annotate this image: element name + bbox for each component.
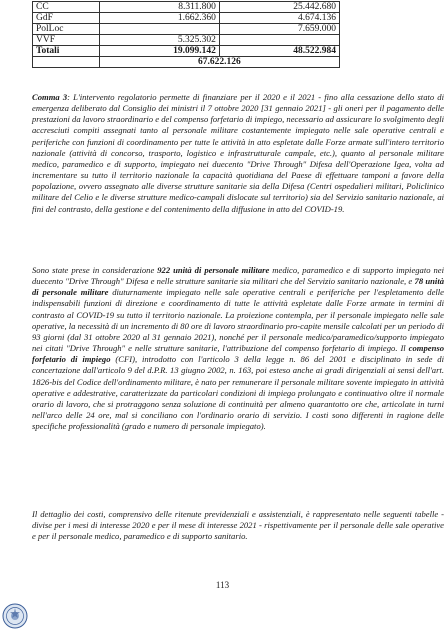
row-label: CC: [33, 2, 100, 13]
comma-label: Comma 3: [32, 92, 68, 102]
grand-total-row: [33, 57, 340, 68]
text-run: medico, paramedico e di supporto impiegato nei duecento "Drive Through" Difesa e nelle strutture sanitarie sia militari che del Servizio sanitario nazionale, e: [32, 265, 444, 287]
grand-total-blank: [33, 57, 100, 68]
comma-text: : L'intervento regolatorio permette di finanziare per il 2020 e il 2021 - fino alla cessazione dello stato di emergenza deliberato dal Consiglio dei ministri il 7 ottobre 2020 [31 gennaio 2021] - gli oneri per il pagamento delle prestazioni da lavoro straordinario e del compenso forfetario di impiego, necessario ad assicurare lo svolgimento degli accresciuti compiti assegnati tanto al personale militare costantemente impiegato nelle sale operative centrali e periferiche con funzioni di coordinamento per tutte le attività in atto espletate dalle Forze armate sull'intero territorio nazionale (attività di concorso, trasporto, logistico e infrastrutturale campale, etc.), quanto al personale militare medico, paramedico e di supporto, impiegato nei duecento "Drive Through" Difesa dell'Operazione Igea, volta ad incrementare su tutto il territorio nazionale la capacità quotidiana del Paese di effettuare tamponi a favore della popolazione, ovvero assegnato alle diverse strutture sanitarie sia della Difesa (Centri ospedalieri militari, Policlinico militare del Celio e le diverse strutture medico-campali dislocate sul territorio) sia del Servizio sanitario nazionale, ai fini del contrasto, della gestione e del contenimento della diffusione in atto del COVID-19.: [32, 92, 444, 214]
row-value-1: 5.325.302: [99, 35, 219, 46]
table-row: [33, 2, 340, 13]
totals-row: [33, 46, 340, 57]
totals-value-2: 48.522.984: [219, 46, 339, 57]
table-row: [33, 13, 340, 24]
row-label: GdF: [33, 13, 100, 24]
text-run: Il dettaglio dei costi, comprensivo delle ritenute previdenziali e assistenziali, è rappresentato nelle seguenti tabelle - divise per i mesi di interesse 2020 e per il mese di interesse 2021 - rispettivamente per il personale delle sale operative e per il personale medico, paramedico e di supporto sanitario.: [32, 509, 444, 542]
paragraph-personnel: [32, 265, 444, 432]
row-value-1: 8.311.800: [99, 2, 219, 13]
totals-value-1: 19.099.142: [99, 46, 219, 57]
row-value-2: 4.674.136: [219, 13, 339, 24]
totals-label: Totali: [33, 46, 100, 57]
bold-run: compenso forfetario di impiego: [32, 343, 444, 365]
table-row: [33, 35, 340, 46]
seal-icon: [2, 603, 28, 629]
text-run: Sono state prese in considerazione: [32, 265, 158, 275]
row-value-1: 1.662.360: [99, 13, 219, 24]
text-run: (CFI), introdotto con l'articolo 3 della legge n. 86 del 2001 e disciplinato in sede di concertazione dall'articolo 9 del d.P.R. 13 giugno 2002, n. 163, poi esteso anche ai gradi dirigenziali ai sensi dell'art. 1826-bis del Codice dell'ordinamento militare, è nato per remunerare il personale militare sovente impiegato in attività operative e addestrative, caratterizzate da particolari condizioni di impiego prolungato e continuativo oltre il normale orario di lavoro, che si protraggono senza soluzione di continuità per almeno quarantotto ore che, articolate in turni nell'arco delle 24 ore, mal si conciliano con l'ordinario orario di servizio. I costi sono differenti in ragione delle specifiche professionalità (grado e numero di personale impiegato).: [32, 354, 444, 432]
cost-table: [32, 1, 340, 68]
row-value-2: [219, 35, 339, 46]
page-number: 113: [215, 580, 230, 590]
paragraph-comma-3: [32, 92, 444, 215]
text-run: diuturnamente impiegato nelle sale operative centrali e periferiche per l'espletamento delle indispensabili funzioni di direzione e coordinamento di tutte le attività espletate dalle Forze armate in termini di contrasto al COVID-19 su tutto il territorio nazionale. La proiezione contempla, per il personale impiegato nelle sale operative, la necessità di un incremento di 80 ore di lavoro straordinario pro-capite mensile calcolati per un periodo di 93 giorni (dal 31 ottobre 2020 al 31 gennaio 2021), nonché per il personale medico/paramedico/supporto impiegato nei citati "Drive Through" e nelle strutture sanitarie, l'attribuzione del compenso forfetario di impiego. Il: [32, 287, 445, 354]
row-label: PolLoc: [33, 24, 100, 35]
bold-run: 922 unità di personale militare: [157, 265, 270, 275]
paragraph-cost-detail: [32, 509, 444, 542]
row-label: VVF: [33, 35, 100, 46]
row-value-2: 25.442.680: [219, 2, 339, 13]
grand-total-value: 67.622.126: [99, 57, 339, 68]
row-value-1: [99, 24, 219, 35]
table-row: [33, 24, 340, 35]
row-value-2: 7.659.000: [219, 24, 339, 35]
bold-run: 78 unità di personale militare: [32, 276, 445, 298]
